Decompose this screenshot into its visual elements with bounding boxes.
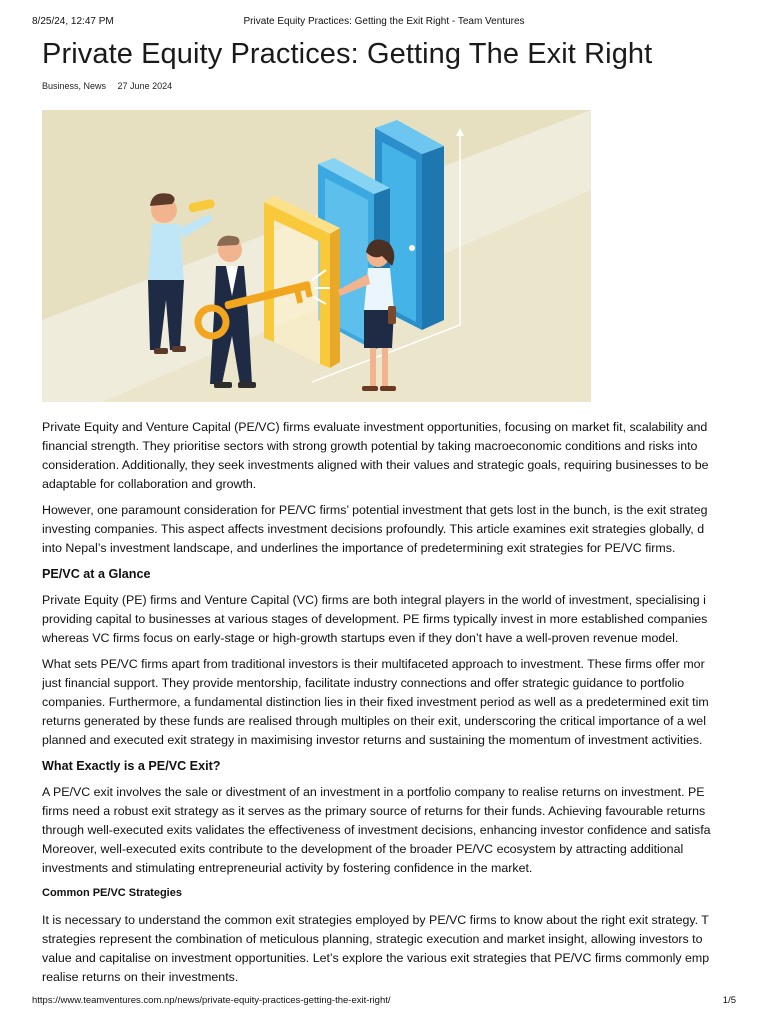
text-line: Private Equity and Venture Capital (PE/VC) firms evaluate investment opportunities, focusing on market fit, scalability and <box>42 420 708 434</box>
text-line: financial strength. They prioritise sectors with strong growth potential by taking macroeconomic conditions and risks into <box>42 439 698 453</box>
article-body <box>42 418 734 983</box>
print-datetime: 8/25/24, 12:47 PM <box>32 16 114 27</box>
text-line: through well-executed exits validates the effectiveness of investment decisions, enhancing investor confidence and satisfa <box>42 823 711 837</box>
paragraph-pe-vc-difference <box>42 655 734 750</box>
heading-pevc-at-a-glance: PE/VC at a Glance <box>42 567 151 581</box>
text-line: planned and executed exit strategy in maximising investor returns and sustaining the momentum of investment activities. <box>42 733 703 747</box>
text-line: firms need a robust exit strategy as it serves as the primary source of returns for their funds. Achieving favourable returns <box>42 804 706 818</box>
text-line: returns generated by these funds are realised through multiples on their exit, underscoring the critical importance of a wel <box>42 714 706 728</box>
text-line: providing capital to businesses at various stages of development. PE firms typically invest in more established companies <box>42 612 708 626</box>
text-line: into Nepal’s investment landscape, and underlines the importance of predetermining exit strategies for PE/VC firms. <box>42 541 676 555</box>
text-line: Moreover, well-executed exits contribute to the development of the broader PE/VC ecosystem by attracting additional <box>42 842 684 856</box>
text-line: A PE/VC exit involves the sale or divestment of an investment in a portfolio company to realise returns on investment. PE <box>42 785 705 799</box>
hero-illustration <box>42 110 591 402</box>
paragraph-exit-consideration <box>42 501 734 558</box>
paragraph-common-strategies <box>42 911 734 983</box>
text-line: strategies represent the combination of meticulous planning, strategic execution and market insight, allowing investors to <box>42 932 703 946</box>
print-footer <box>32 995 736 1006</box>
article-meta <box>42 81 181 91</box>
text-line: Private Equity (PE) firms and Venture Capital (VC) firms are both integral players in the world of investment, specialising i <box>42 593 706 607</box>
text-line: It is necessary to understand the common exit strategies employed by PE/VC firms to know about the right exit strategy. T <box>42 913 709 927</box>
article-date: 27 June 2024 <box>117 81 173 91</box>
print-url[interactable]: https://www.teamventures.com.np/news/private-equity-practices-getting-the-exit-right/ <box>32 995 391 1006</box>
heading-common-strategies: Common PE/VC Strategies <box>42 887 182 899</box>
text-line: What sets PE/VC firms apart from traditional investors is their multifaceted approach to investment. These firms offer mor <box>42 657 705 671</box>
text-line: whereas VC firms focus on early-stage or high-growth startups even if they don’t have a well-proven revenue model. <box>42 631 679 645</box>
text-line: value and capitalise on investment opportunities. Let’s explore the various exit strategies that PE/VC firms commonly emp <box>42 951 710 965</box>
paragraph-intro <box>42 418 734 494</box>
text-line: realise returns on their investments. <box>42 970 239 983</box>
paragraph-pe-vc-overview <box>42 591 734 648</box>
print-header <box>32 16 736 30</box>
print-document-title: Private Equity Practices: Getting the Exit Right - Team Ventures <box>243 16 525 27</box>
text-line: companies. Furthermore, a fundamental distinction lies in their fixed investment period as well as a predetermined exit tim <box>42 695 709 709</box>
paragraph-exit-definition <box>42 783 734 878</box>
print-page-number: 1/5 <box>722 995 736 1006</box>
text-line: consideration. Additionally, they seek investments aligned with their values and strategic goals, requiring businesses to be <box>42 458 709 472</box>
text-line: However, one paramount consideration for PE/VC firms’ potential investment that gets lost in the bunch, is the exit strateg <box>42 503 708 517</box>
article-categories[interactable]: Business, News <box>42 81 107 91</box>
text-line: investing companies. This aspect affects investment decisions profoundly. This article examines exit strategies globally, d <box>42 522 705 536</box>
text-line: investments and stimulating entrepreneurial activity by fostering confidence in the market. <box>42 861 533 875</box>
page-title: Private Equity Practices: Getting The Exit Right <box>42 38 653 70</box>
text-line: adaptable for collaboration and growth. <box>42 477 257 491</box>
text-line: just financial support. They provide mentorship, facilitate industry connections and offer strategic guidance to portfolio <box>42 676 685 690</box>
heading-what-is-exit: What Exactly is a PE/VC Exit? <box>42 759 221 773</box>
